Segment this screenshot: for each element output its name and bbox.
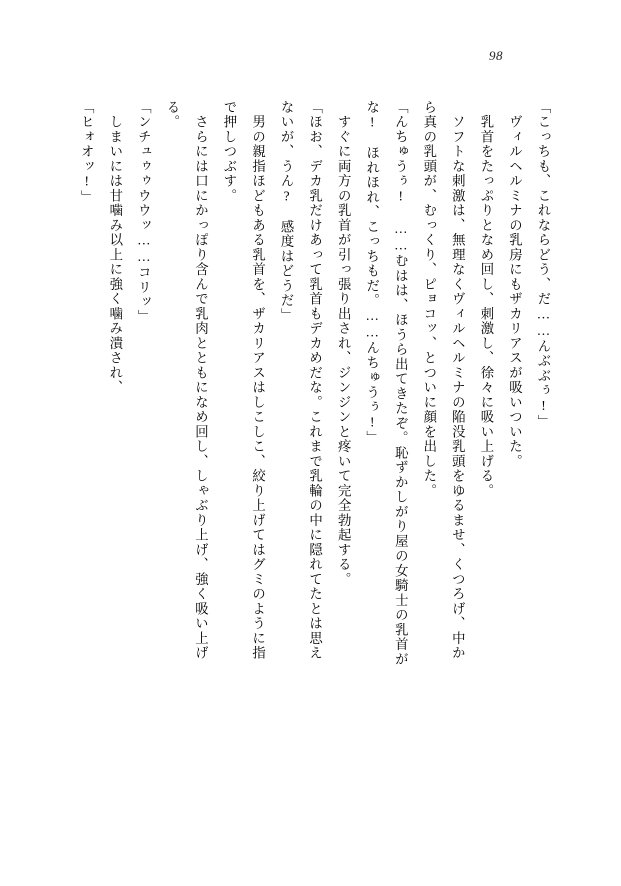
paragraph-line: る。 bbox=[164, 100, 180, 130]
paragraph-line: 乳首をたっぷりとなめ回し、刺激し、徐々に吸い上げる。 bbox=[478, 100, 494, 499]
paragraph-line: ないが、うん? 感度はどうだ」 bbox=[279, 100, 295, 323]
page-number: 98 bbox=[489, 48, 503, 63]
paragraph-line: しまいには甘噛み以上に強く噛み潰され、 bbox=[107, 100, 123, 395]
paragraph-line: 男の親指ほどもある乳首を、ザカリアスはしこしこ、絞り上げてはグミのように指 bbox=[250, 100, 266, 661]
paragraph-line: ソフトな刺激は、無理なくヴィルヘルミナの陥没乳頭をゆるませ、くつろげ、中か bbox=[450, 100, 466, 661]
paragraph-line: で押しつぶす。 bbox=[221, 100, 237, 204]
paragraph-line: な! ほれほれ、こっちもだ。……んちゅうぅ!」 bbox=[364, 100, 380, 446]
paragraph-line: 「ヒォオッ!」 bbox=[79, 100, 95, 205]
paragraph-line: 「んちゅうぅ! ……むはは、ほうら出てきたぞ。恥ずかしがり屋の女騎士の乳首が bbox=[393, 100, 409, 667]
page-body-text bbox=[64, 100, 557, 820]
paragraph-line: さらには口にかっぽり含んで乳肉とともになめ回し、しゃぶり上げ、強く吸い上げ bbox=[193, 100, 209, 661]
paragraph-line: ら真の乳頭が、むっくり、ピョコッ、とついに顔を出した。 bbox=[421, 100, 437, 499]
paragraph-line: 「ほお、デカ乳だけあって乳首もデカめだな。これまで乳輪の中に隠れてたとは思え bbox=[307, 100, 323, 661]
paragraph-line: ヴィルヘルミナの乳房にもザカリアスが吸いついた。 bbox=[507, 100, 523, 469]
paragraph-line: 「ンチュゥゥウウッ……コリッ」 bbox=[136, 100, 152, 325]
paragraph-line: すぐに両方の乳首が引っ張り出され、ジンジンと疼いて完全勃起する。 bbox=[336, 100, 352, 587]
paragraph-line: 「こっちも、これならどう、だ……んぶぶぅ!」 bbox=[536, 100, 551, 430]
